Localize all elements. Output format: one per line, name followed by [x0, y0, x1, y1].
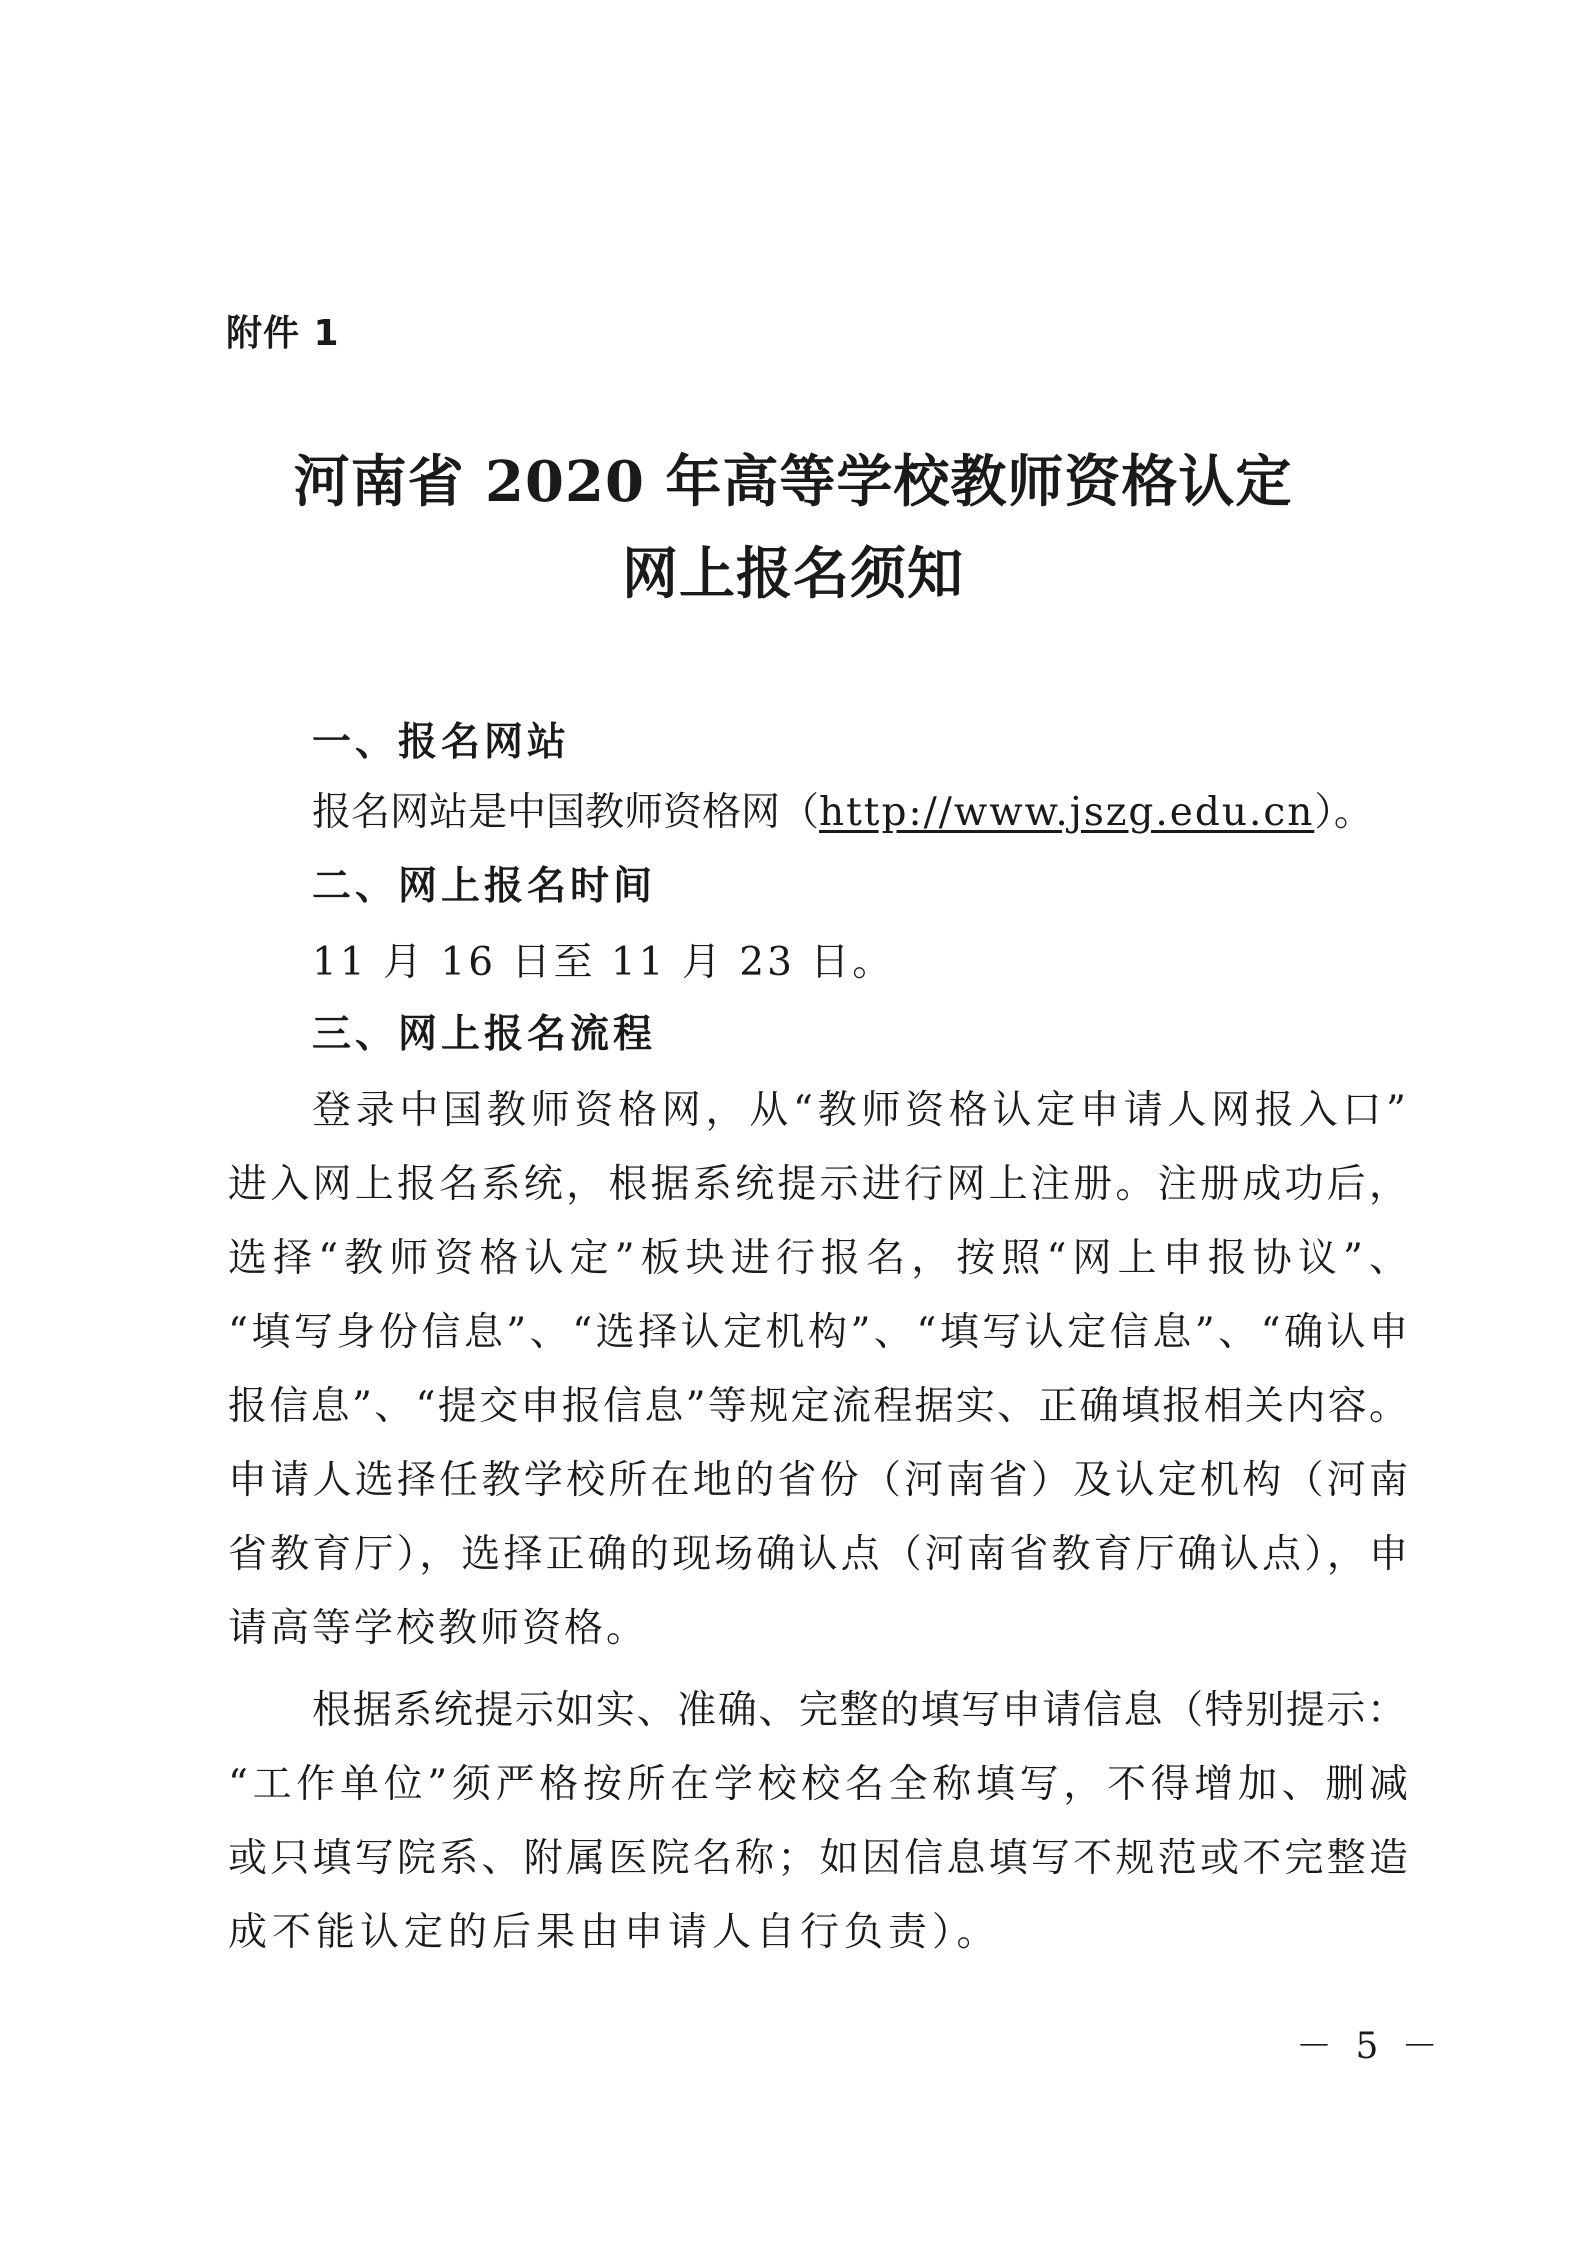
paragraph-2-line: 成不能认定的后果由申请人自行负责）。 [228, 1910, 1001, 1955]
section-2-text: 11 月 16 日至 11 月 23 日。 [312, 940, 895, 985]
section-1-text [312, 788, 1373, 838]
website-url-link[interactable]: http://www.jszg.edu.cn [819, 790, 1315, 835]
section-1-text-before: 报名网站是中国教师资格网（ [312, 790, 820, 835]
paragraph-1-line: 请高等学校教师资格。 [228, 1606, 649, 1651]
paragraph-1-line: 申请人选择任教学校所在地的省份（河南省）及认定机构（河南 [228, 1458, 1408, 1503]
paragraph-2-line: 根据系统提示如实、准确、完整的填写申请信息（特别提示： [312, 1688, 1406, 1733]
section-2-heading: 二、网上报名时间 [312, 864, 657, 909]
page-number: － 5 － [1296, 2026, 1444, 2067]
document-title-line-2: 网上报名须知 [622, 541, 964, 607]
paragraph-1-line: 选择“教师资格认定”板块进行报名，按照“网上申报协议”、 [228, 1236, 1408, 1281]
section-1-heading: 一、报名网站 [312, 720, 571, 765]
paragraph-1-line: 报信息”、“提交申报信息”等规定流程据实、正确填报相关内容。 [228, 1384, 1408, 1429]
paragraph-1-line: 进入网上报名系统，根据系统提示进行网上注册。注册成功后， [228, 1162, 1408, 1207]
paragraph-2-line: 或只填写院系、附属医院名称；如因信息填写不规范或不完整造 [228, 1836, 1408, 1881]
section-3-heading: 三、网上报名流程 [312, 1012, 657, 1057]
paragraph-2-line: “工作单位”须严格按所在学校校名全称填写，不得增加、删减 [228, 1762, 1408, 1807]
paragraph-1-line: 登录中国教师资格网，从“教师资格认定申请人网报入口” [312, 1088, 1406, 1133]
attachment-label: 附件 1 [226, 313, 340, 354]
document-title-line-1: 河南省 2020 年高等学校教师资格认定 [293, 449, 1293, 515]
section-1-text-after: ）。 [1314, 790, 1373, 835]
paragraph-1-line: “填写身份信息”、“选择认定机构”、“填写认定信息”、“确认申 [228, 1310, 1408, 1355]
paragraph-1-line: 省教育厅），选择正确的现场确认点（河南省教育厅确认点），申 [228, 1532, 1408, 1577]
